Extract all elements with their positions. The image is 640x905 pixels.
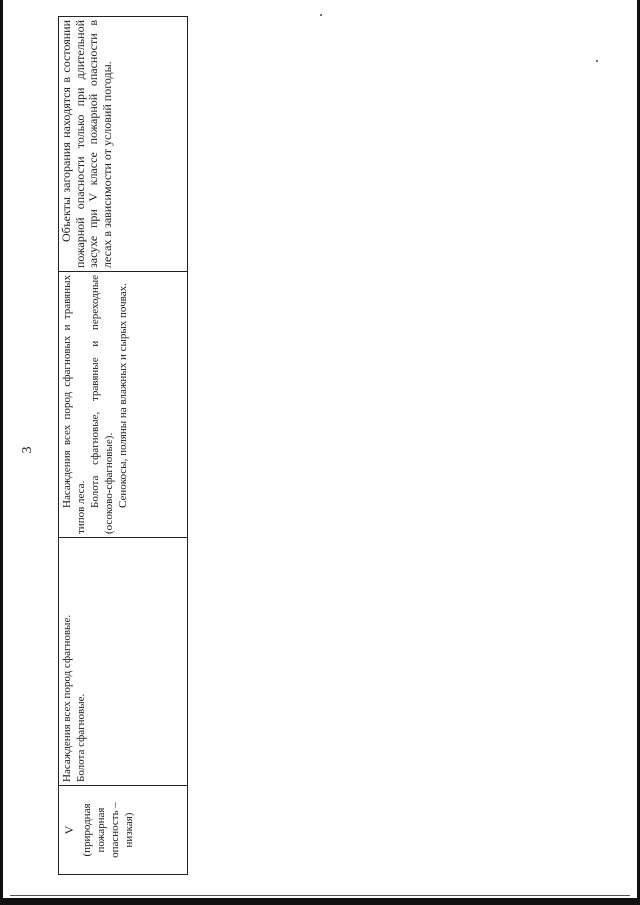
danger-class-line: (природная (81, 803, 93, 857)
danger-class-line: опасность – (109, 802, 121, 858)
cell-paragraph: Болота сфагновые, травяные и переходные (осоково-сфагновые). (89, 275, 115, 534)
fire-danger-table (58, 16, 188, 875)
cell-paragraph: Сенокосы, поляны на влажных и сырых почвах. (117, 283, 129, 508)
danger-class-numeral: V (62, 825, 76, 835)
scan-bottom-edge (0, 898, 640, 905)
scan-speck (320, 14, 322, 16)
rotated-page (20, 20, 188, 875)
non-forest-cell (59, 272, 188, 538)
page-number: 3 (20, 446, 35, 454)
cell-paragraph: Насаждения всех пород сфагновых и травяных типов леса. (61, 275, 87, 534)
scan-speck (596, 60, 598, 62)
danger-class-line: пожарная (95, 807, 107, 853)
cell-paragraph: Объекты загорания находятся в состоянии пожарной опасности только при длительной засухе при V классе пожарной опасности в лесах в зависимости от условий погоды. (59, 20, 114, 268)
scan-left-edge (0, 0, 3, 905)
stand-types-cell (59, 538, 188, 786)
danger-class-line: низкая) (123, 812, 135, 848)
scan-bottom-line (10, 895, 630, 896)
table-row (59, 17, 188, 875)
fire-conditions-cell (59, 17, 188, 272)
stand-type-line: Болота сфагновые. (75, 693, 87, 782)
danger-class-cell (59, 786, 188, 875)
stand-type-line: Насаждения всех пород сфагновые. (61, 614, 73, 782)
